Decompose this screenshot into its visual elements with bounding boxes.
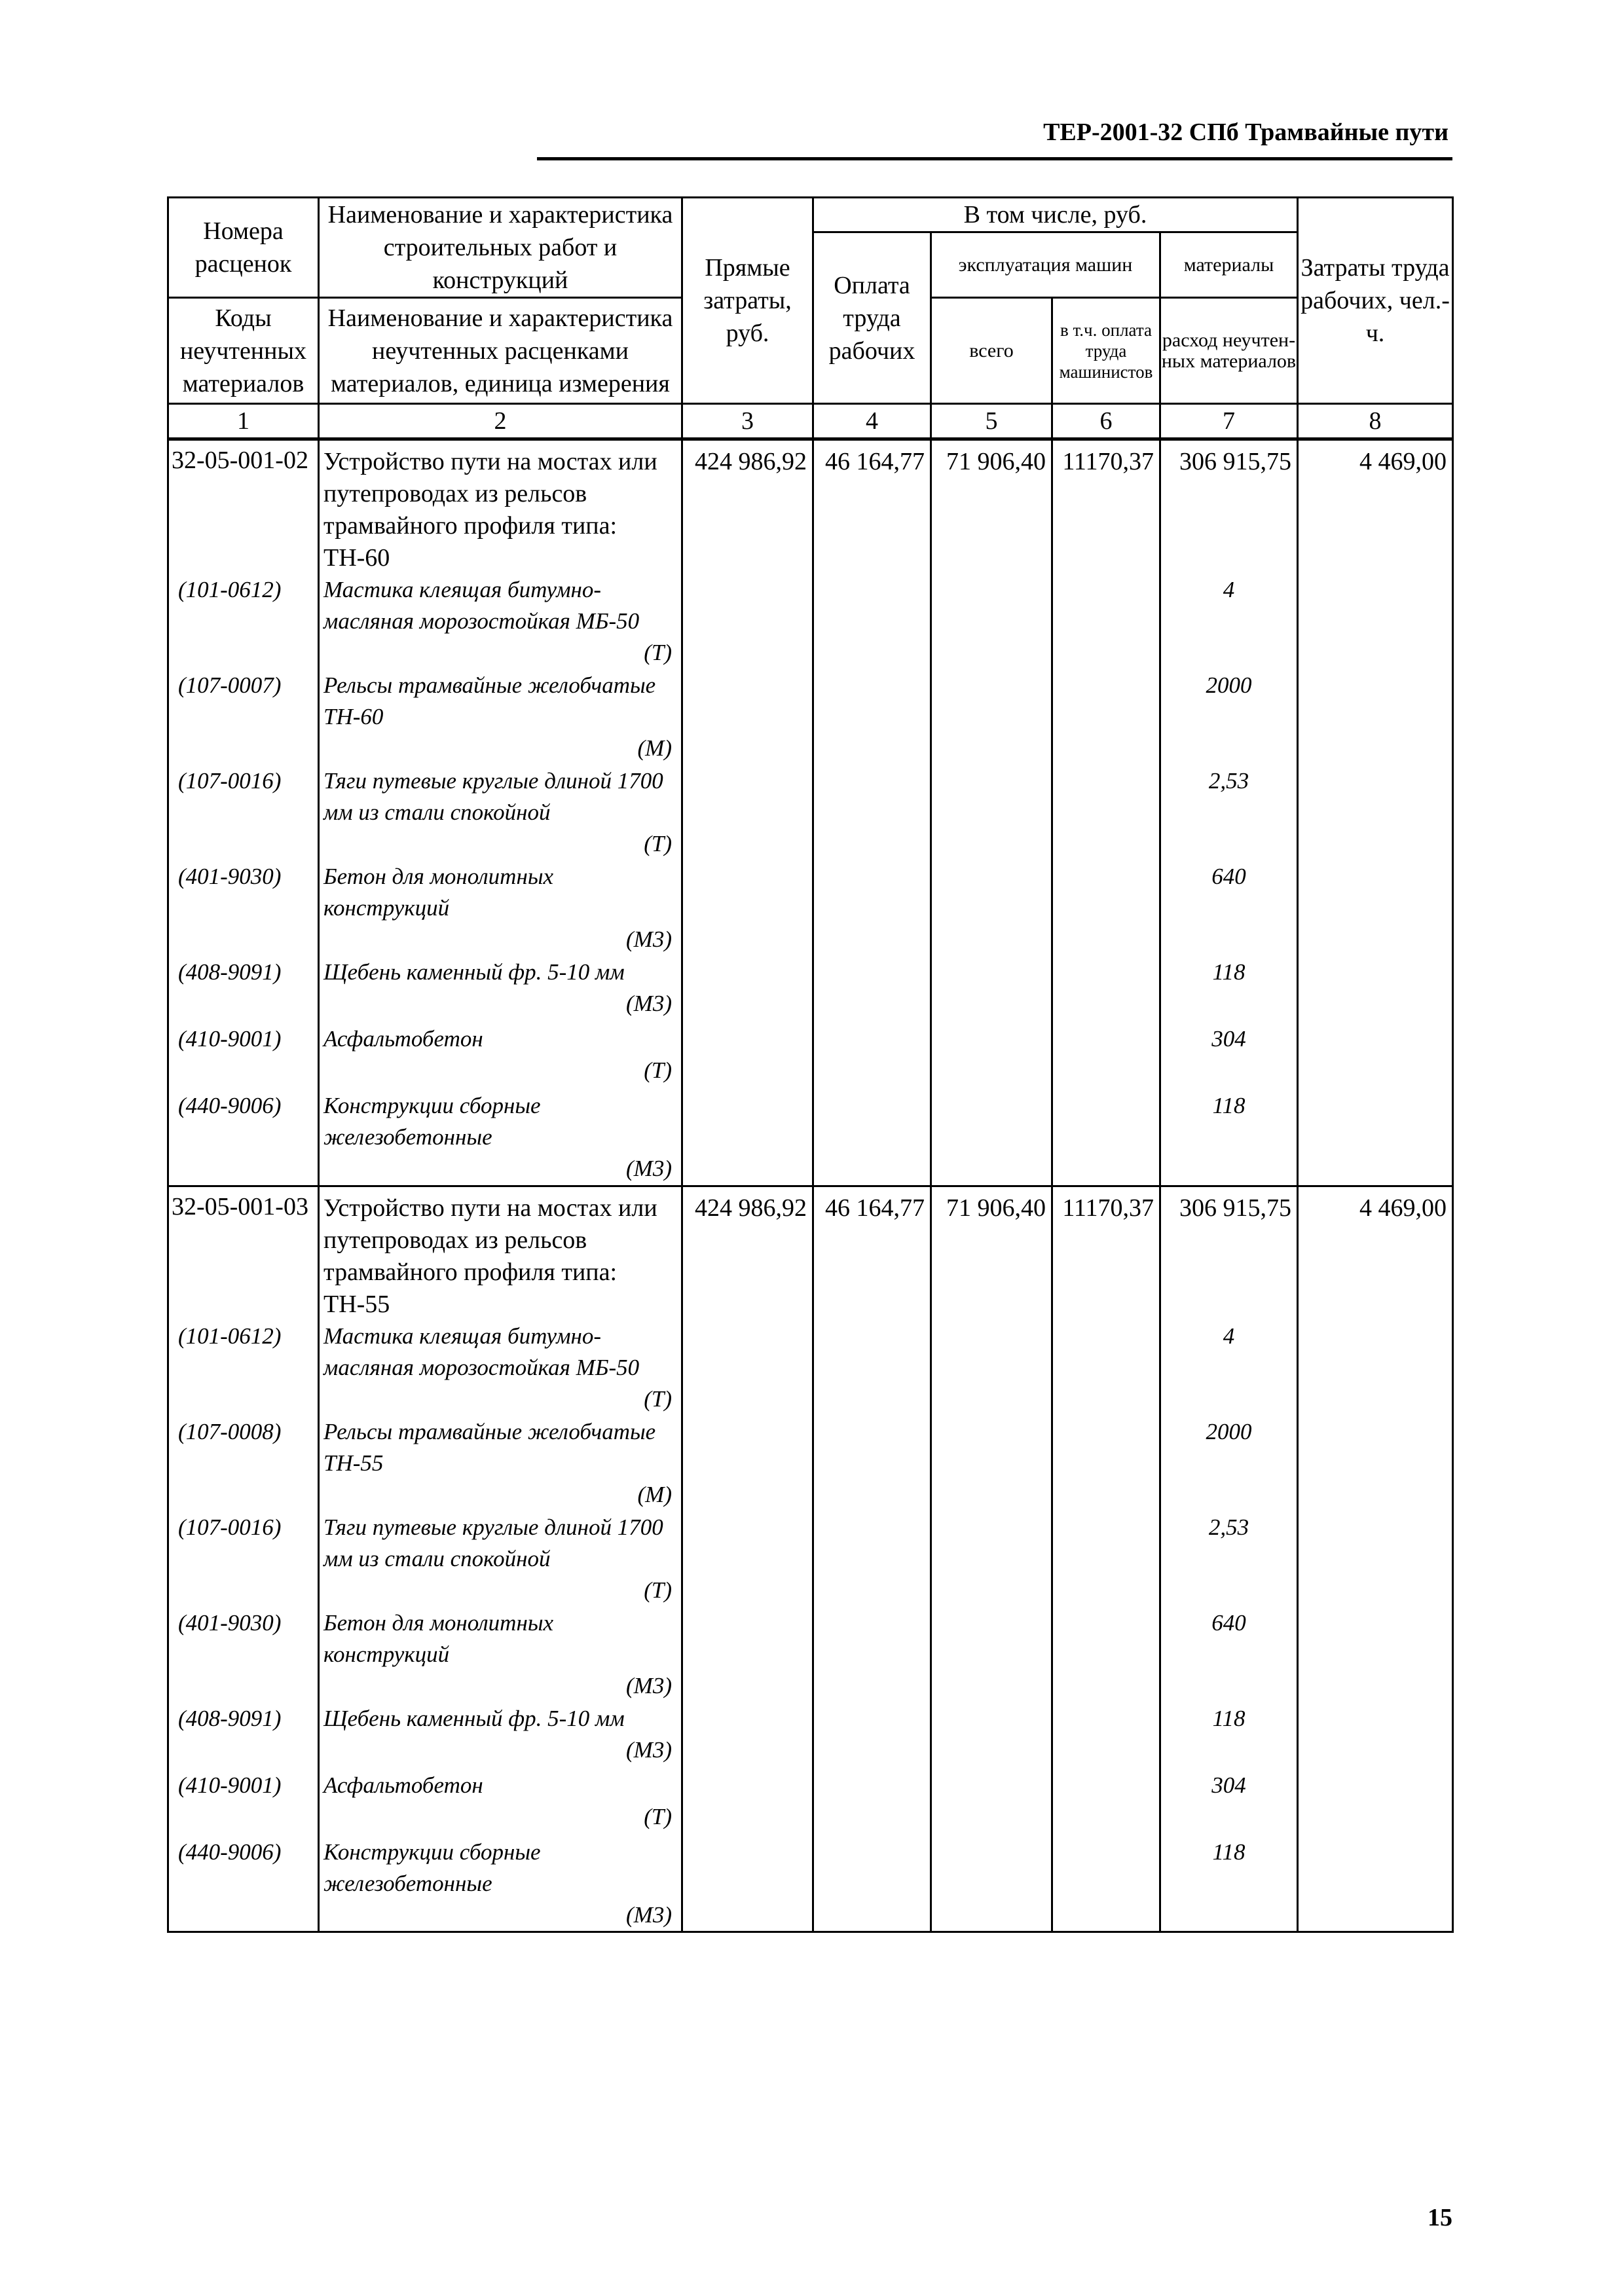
material-unit: (М3) xyxy=(626,926,672,952)
rate-code: 32-05-001-03 xyxy=(172,1192,308,1220)
materials-cost: 306 915,75 xyxy=(1179,448,1291,475)
material-code: (107-0016) xyxy=(178,768,282,794)
material-quantity: 4 xyxy=(1223,577,1235,602)
material-code: (101-0612) xyxy=(178,577,282,602)
material-unit: (Т) xyxy=(644,1803,672,1829)
material-name: Асфальтобетон xyxy=(323,1772,483,1798)
material-row xyxy=(168,1837,1453,1932)
material-name: Бетон для монолитных конструкций xyxy=(323,1609,554,1667)
material-row xyxy=(168,1090,1453,1186)
header-col5: всего xyxy=(931,298,1052,404)
material-unit: (М3) xyxy=(626,1672,672,1698)
material-unit: (М3) xyxy=(626,1901,672,1928)
machinists-pay: 11170,37 xyxy=(1062,1194,1154,1222)
material-unit: (Т) xyxy=(644,831,672,856)
material-row xyxy=(168,670,1453,765)
table-header xyxy=(167,196,1454,439)
material-row xyxy=(168,1023,1453,1090)
labor-pay: 46 164,77 xyxy=(825,1194,925,1222)
header-col4: Оплата труда рабочих xyxy=(813,232,931,404)
material-code: (107-0008) xyxy=(178,1418,282,1444)
material-quantity: 640 xyxy=(1211,1609,1246,1636)
material-quantity: 118 xyxy=(1212,1093,1246,1118)
material-row xyxy=(168,1416,1453,1512)
material-row xyxy=(168,1703,1453,1770)
column-number: 8 xyxy=(1298,404,1453,439)
material-code: (107-0016) xyxy=(178,1514,282,1540)
material-row xyxy=(168,1321,1453,1416)
rate-code: 32-05-001-02 xyxy=(172,447,308,474)
header-col2-bottom: Наименование и характеристика неучтенных расценками материалов, единица измерения xyxy=(319,298,682,404)
material-name: Асфальтобетон xyxy=(323,1026,483,1052)
material-name: Рельсы трамвайные желобчатые ТН-60 xyxy=(323,672,656,729)
material-code: (410-9001) xyxy=(178,1026,282,1052)
material-unit: (М3) xyxy=(626,1736,672,1763)
material-row xyxy=(168,574,1453,670)
header-rule xyxy=(537,157,1452,160)
material-name: Щебень каменный фр. 5-10 мм xyxy=(323,1705,625,1731)
header-col6: в т.ч. оплата труда машинистов xyxy=(1052,298,1160,404)
material-quantity: 118 xyxy=(1212,1705,1246,1731)
material-unit: (М3) xyxy=(626,1156,672,1181)
column-number: 3 xyxy=(682,404,813,439)
material-unit: (М3) xyxy=(626,991,672,1016)
material-name: Мастика клеящая битумно-масляная морозостойкая МБ-50 xyxy=(323,577,640,634)
material-code: (410-9001) xyxy=(178,1772,282,1798)
column-number: 7 xyxy=(1160,404,1298,439)
material-code: (107-0007) xyxy=(178,672,282,698)
header-col3: Прямые затраты, руб. xyxy=(682,198,813,404)
material-quantity: 118 xyxy=(1212,959,1246,985)
direct-costs: 424 986,92 xyxy=(695,448,807,475)
material-code: (401-9030) xyxy=(178,864,282,889)
material-name: Рельсы трамвайные желобчатые ТН-55 xyxy=(323,1418,656,1476)
column-number-row xyxy=(168,404,1453,439)
material-name: Мастика клеящая битумно-масляная морозостойкая МБ-50 xyxy=(323,1323,640,1380)
material-code: (408-9091) xyxy=(178,1705,282,1731)
labor-pay: 46 164,77 xyxy=(825,448,925,475)
material-row xyxy=(168,1770,1453,1837)
rates-table xyxy=(167,439,1454,1933)
machines-total: 71 906,40 xyxy=(946,1194,1046,1222)
header-col2-top: Наименование и характеристика строительных работ и конструкций xyxy=(319,198,682,298)
material-code: (101-0612) xyxy=(178,1323,282,1349)
material-quantity: 4 xyxy=(1223,1323,1235,1349)
column-number: 4 xyxy=(813,404,931,439)
material-name: Щебень каменный фр. 5-10 мм xyxy=(323,959,625,985)
material-name: Бетон для монолитных конструкций xyxy=(323,864,554,921)
material-name: Тяги путевые круглые длиной 1700 мм из стали спокойной xyxy=(323,1514,663,1571)
material-row xyxy=(168,1512,1453,1607)
rate-name: Устройство пути на мостах или путепроводах из рельсов трамвайного профиля типа: ТН-60 xyxy=(323,448,657,572)
rate-row xyxy=(168,440,1453,575)
material-quantity: 2000 xyxy=(1206,1418,1252,1444)
rate-name: Устройство пути на мостах или путепроводах из рельсов трамвайного профиля типа: ТН-55 xyxy=(323,1194,657,1318)
header-machines: эксплуатация машин xyxy=(931,232,1160,298)
material-unit: (Т) xyxy=(644,1577,672,1603)
header-group: В том числе, руб. xyxy=(813,198,1298,232)
header-col8: Затраты труда рабочих, чел.-ч. xyxy=(1298,198,1453,404)
material-name: Конструкции сборные железобетонные xyxy=(323,1093,541,1150)
materials-cost: 306 915,75 xyxy=(1179,1194,1291,1222)
material-name: Конструкции сборные железобетонные xyxy=(323,1839,541,1896)
page-number: 15 xyxy=(1428,2204,1452,2231)
column-number: 5 xyxy=(931,404,1052,439)
material-quantity: 2,53 xyxy=(1208,1514,1249,1540)
material-unit: (Т) xyxy=(644,1057,672,1083)
machines-total: 71 906,40 xyxy=(946,448,1046,475)
column-number: 2 xyxy=(319,404,682,439)
material-row xyxy=(168,765,1453,861)
material-row xyxy=(168,1607,1453,1703)
material-quantity: 304 xyxy=(1211,1772,1246,1798)
labor-hours: 4 469,00 xyxy=(1359,448,1447,475)
direct-costs: 424 986,92 xyxy=(695,1194,807,1222)
material-quantity: 2,53 xyxy=(1208,768,1249,794)
column-number: 1 xyxy=(168,404,319,439)
material-code: (401-9030) xyxy=(178,1609,282,1636)
material-code: (440-9006) xyxy=(178,1839,282,1865)
rate-row xyxy=(168,1186,1453,1321)
material-row xyxy=(168,861,1453,957)
material-code: (440-9006) xyxy=(178,1093,282,1118)
material-code: (408-9091) xyxy=(178,959,282,985)
material-unit: (М) xyxy=(637,735,672,761)
material-quantity: 304 xyxy=(1211,1026,1246,1052)
material-quantity: 118 xyxy=(1212,1839,1246,1865)
machinists-pay: 11170,37 xyxy=(1062,448,1154,475)
material-unit: (Т) xyxy=(644,1385,672,1412)
header-col7: расход неучтен-ных материалов xyxy=(1160,298,1298,404)
material-name: Тяги путевые круглые длиной 1700 мм из стали спокойной xyxy=(323,768,663,825)
header-materials: материалы xyxy=(1160,232,1298,298)
material-quantity: 640 xyxy=(1211,864,1246,889)
material-unit: (М) xyxy=(637,1481,672,1507)
labor-hours: 4 469,00 xyxy=(1359,1194,1447,1222)
header-col1-bottom: Коды неучтенных материалов xyxy=(168,298,319,404)
column-number: 6 xyxy=(1052,404,1160,439)
material-unit: (Т) xyxy=(644,640,672,665)
material-quantity: 2000 xyxy=(1206,672,1252,698)
header-col1-top: Номера расценок xyxy=(168,198,319,298)
running-header: ТЕР-2001-32 СПб Трамвайные пути xyxy=(1043,119,1449,146)
material-row xyxy=(168,957,1453,1023)
